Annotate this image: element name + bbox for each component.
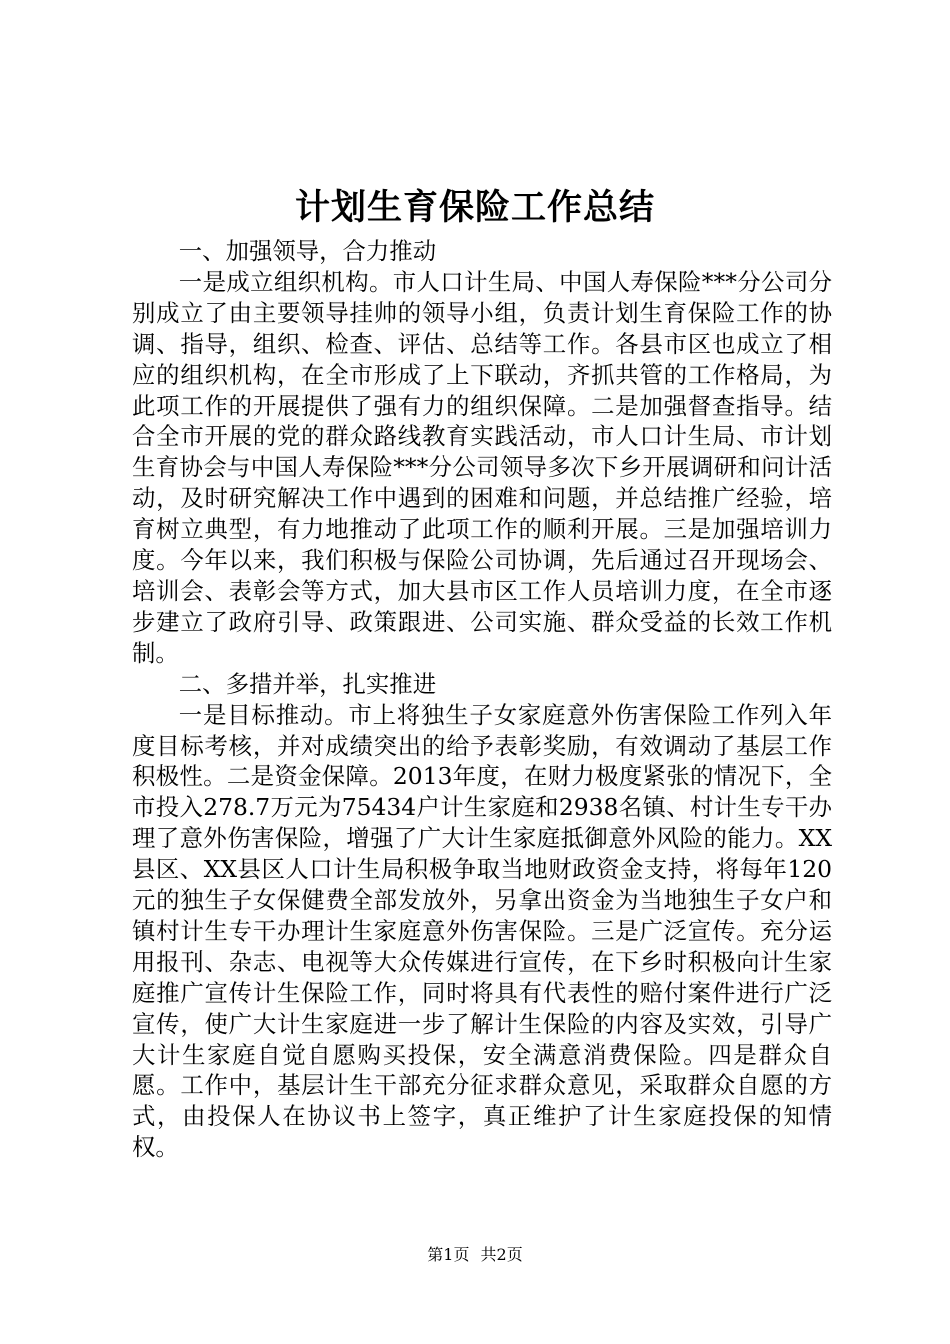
page-footer — [0, 1245, 950, 1265]
page-number-current: 第1页 — [427, 1245, 470, 1264]
document-title: 计划生育保险工作总结 — [294, 187, 655, 228]
section-paragraph-1: 一是成立组织机构。市人口计生局、中国人寿保险***分公司分别成立了由主要领导挂帅的领导小组，负责计划生育保险工作的协调、指导，组织、检查、评估、总结等工作。各县市区也成立了相应的组织机构，在全市形成了上下联动，齐抓共管的工作格局，为此项工作的开展提供了强有力的组织保障。二是加强督查指导。结合全市开展的党的群众路线教育实践活动，市人口计生局、市计划生育协会与中国人寿保险***分公司领导多次下乡开展调研和问计活动，及时研究解决工作中遇到的困难和问题，并总结推广经验，培育树立典型，有力地推动了此项工作的顺利开展。三是加强培训力度。今年以来，我们积极与保险公司协调，先后通过召开现场会、培训会、表彰会等方式，加大县市区工作人员培训力度，在全市逐步建立了政府引导、政策跟进、公司实施、群众受益的长效工作机制。 — [132, 267, 832, 667]
document-body — [132, 236, 832, 1163]
page-number-total: 共2页 — [480, 1245, 523, 1264]
section-paragraph-2: 一是目标推动。市上将独生子女家庭意外伤害保险工作列入年度目标考核，并对成绩突出的给予表彰奖励，有效调动了基层工作积极性。二是资金保障。2013年度，在财力极度紧张的情况下，全市投入278.7万元为75434户计生家庭和2938名镇、村计生专干办理了意外伤害保险，增强了广大计生家庭抵御意外风险的能力。XX县区、XX县区人口计生局积极争取当地财政资金支持，将每年120元的独生子女保健费全部发放外，另拿出资金为当地独生子女户和镇村计生专干办理计生家庭意外伤害保险。三是广泛宣传。充分运用报刊、杂志、电视等大众传媒进行宣传，在下乡时积极向计生家庭推广宣传计生保险工作，同时将具有代表性的赔付案件进行广泛宣传，使广大计生家庭进一步了解计生保险的内容及实效，引导广大计生家庭自觉自愿购买投保，安全满意消费保险。四是群众自愿。工作中，基层计生干部充分征求群众意见，采取群众自愿的方式，由投保人在协议书上签字，真正维护了计生家庭投保的知情权。 — [132, 700, 832, 1162]
section-heading-1: 一、加强领导，合力推动 — [178, 237, 437, 265]
section-heading-2: 二、多措并举，扎实推进 — [178, 669, 437, 698]
